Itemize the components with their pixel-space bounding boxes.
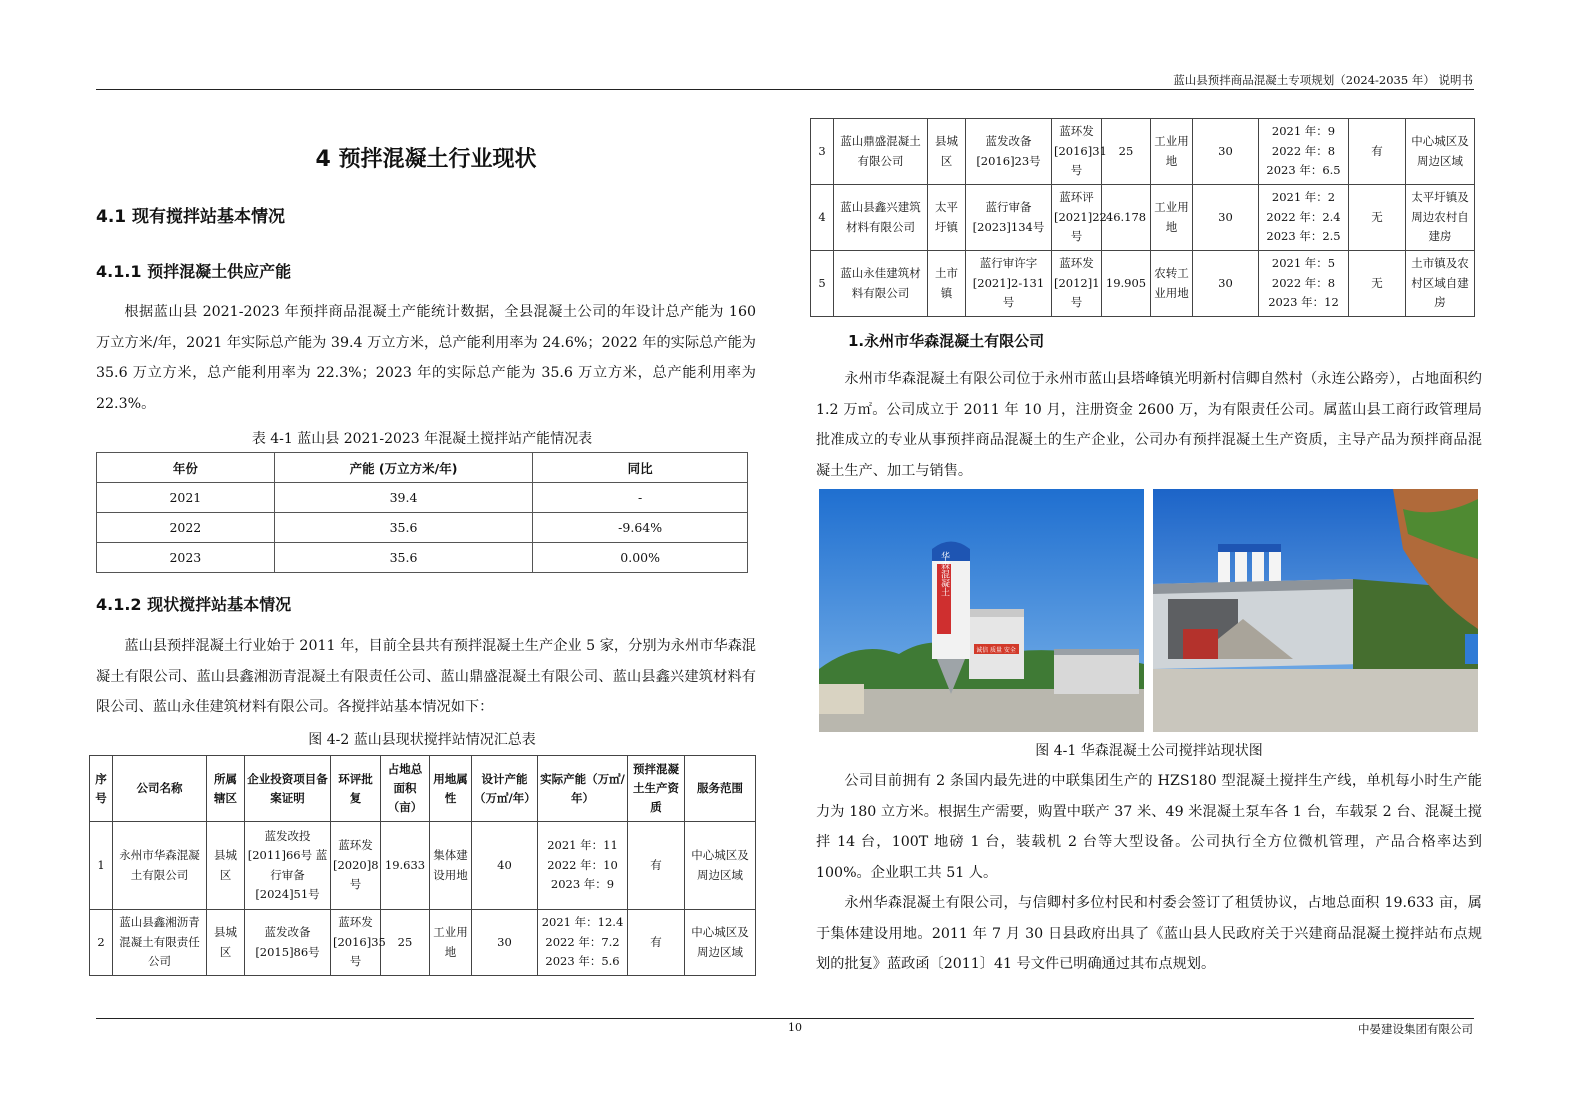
footer-rule [96,1018,1474,1019]
stations-paragraph: 蓝山县预拌混凝土行业始于 2011 年，目前全县共有预拌混凝土生产企业 5 家，分别为永州市华森混凝土有限公司、蓝山县鑫湘沥青混凝土有限责任公司、蓝山鼎盛混凝土有限公司、蓝山县鑫兴建筑材料有限公司、蓝山永佳建筑材料有限公司。各搅拌站基本情况如下： [96,638,756,715]
table-header-cell: 公司名称 [113,756,207,822]
table-cell: 35.6 [274,543,533,573]
table-cell: 39.4 [274,483,533,513]
table-header-cell: 环评批复 [331,756,381,822]
table-cell: 县城区 [207,910,245,976]
table-cell: 县城区 [928,119,966,185]
table-cell: 2022 [97,513,275,543]
table-cell: 中心城区及周边区域 [685,910,756,976]
table-row [811,119,1475,185]
table-cell: 县城区 [207,822,245,910]
equipment-paragraph: 公司目前拥有 2 条国内最先进的中联集团生产的 HZS180 型混凝土搅拌生产线，单机每小时生产能力为 180 立方米。根据生产需要，购置中联产 37 米、49 米混凝土泵车各 1 台，车载泵 2 台、混凝土搅拌 14 台，100T 地磅 1 台，装载机 2 台等大型设备。公司执行全方位微机管理，产品合格率达到 100%。企业职工共 51 人。 [816,773,1482,881]
table-cell: 无 [1349,185,1406,251]
table-cell: 蓝行审许字[2021]2-131号 [966,251,1052,317]
stations-table-part1 [89,755,756,976]
table1-caption: 表 4-1 蓝山县 2021-2023 年混凝土搅拌站产能情况表 [251,431,593,447]
table-cell: 2021 [97,483,275,513]
table-cell: 农转工业用地 [1151,251,1193,317]
table-cell: 土市镇及农村区域自建房 [1406,251,1475,317]
table-cell: 30 [1193,251,1259,317]
table-cell: 3 [811,119,834,185]
table-cell: 蓝环评[2021]22号 [1052,185,1102,251]
table-cell: 蓝环发[2012]1号 [1052,251,1102,317]
table-header-row [97,453,748,483]
table-cell: 蓝环发[2016]31号 [1052,119,1102,185]
table-header-row [90,756,756,822]
table-cell: 蓝山县鑫兴建筑材料有限公司 [834,185,928,251]
capacity-paragraph: 根据蓝山县 2021-2023 年预拌商品混凝土产能统计数据，全县混凝土公司的年设计总产能为 160 万立方米/年，2021 年实际总产能为 39.4 万立方米，总产能利用率为 24.6%；2022 年的实际总产能为 35.6 万立方米，总产能利用率为 22.3%；2023 年的实际总产能为 35.6 万立方米，总产能利用率为 22.3%。 [96,304,756,412]
table-cell: 25 [381,910,430,976]
table-cell: 2 [90,910,113,976]
chapter-title: 4 预拌混凝土行业现状 [315,147,537,172]
table-cell: 蓝发改备[2016]23号 [966,119,1052,185]
plant-banner-text: 诚信 质量 安全 [976,647,1016,654]
table-header-cell: 设计产能（万㎥/年） [472,756,538,822]
figure-caption: 图 4-1 华森混凝土公司搅拌站现状图 [1035,743,1263,759]
table-cell: 中心城区及周边区域 [685,822,756,910]
table-cell: 蓝山鼎盛混凝土有限公司 [834,119,928,185]
table-row [97,543,748,573]
table-cell: 蓝环发[2020]8号 [331,822,381,910]
table-header-cell: 用地属性 [430,756,472,822]
table-cell: - [533,483,748,513]
table-cell: 46.178 [1102,185,1151,251]
table-row [97,483,748,513]
table-header-cell: 预拌混凝土生产资质 [628,756,685,822]
plant-photo-2-image [1153,489,1478,732]
company1-paragraph: 永州市华森混凝土有限公司位于永州市蓝山县塔峰镇光明新村信卿自然村（永连公路旁），占地面积约 1.2 万㎡。公司成立于 2011 年 10 月，注册资金 2600 万，为有限责任公司。属蓝山县工商行政管理局批准成立的专业从事预拌商品混凝土的生产企业，公司办有预拌混凝土生产资质，主导产品为预拌商品混凝土生产、加工与销售。 [816,371,1482,479]
table-cell: 1 [90,822,113,910]
table-cell: 35.6 [274,513,533,543]
table-cell: 工业用地 [430,910,472,976]
table-cell: 5 [811,251,834,317]
table-header-cell: 年份 [97,453,275,483]
table-cell: 2021 年：12.4 2022 年：7.2 2023 年：5.6 [538,910,628,976]
table-header-cell: 服务范围 [685,756,756,822]
table-header-cell: 产能 (万立方米/年) [274,453,533,483]
table-header-cell: 序号 [90,756,113,822]
section-4-1-2-heading: 4.1.2 现状搅拌站基本情况 [96,595,292,614]
table-header-cell: 实际产能（万㎥/年） [538,756,628,822]
table-cell: 30 [1193,185,1259,251]
table-cell: 30 [1193,119,1259,185]
table-cell: 40 [472,822,538,910]
table-cell: 蓝发改备[2015]86号 [245,910,331,976]
table-header-cell: 同比 [533,453,748,483]
table-cell: 2021 年：5 2022 年：8 2023 年：12 [1259,251,1349,317]
table-header-cell: 企业投资项目备案证明 [245,756,331,822]
table-cell: 2021 年：11 2022 年：10 2023 年：9 [538,822,628,910]
stations-table-part2 [810,118,1475,317]
table-row [97,513,748,543]
table-cell: 蓝发改投[2011]66号 蓝行审备[2024]51号 [245,822,331,910]
table-cell: 工业用地 [1151,185,1193,251]
table2-caption: 图 4-2 蓝山县现状搅拌站情况汇总表 [308,732,536,748]
table-cell: 4 [811,185,834,251]
table-cell: 集体建设用地 [430,822,472,910]
table-row [811,185,1475,251]
table-cell: 永州市华森混凝土有限公司 [113,822,207,910]
table-cell: 19.905 [1102,251,1151,317]
table-row [90,822,756,910]
table-cell: 中心城区及周边区域 [1406,119,1475,185]
table-cell: 有 [1349,119,1406,185]
table-cell: 2023 [97,543,275,573]
plant-photo-1 [819,489,1144,732]
table-cell: 太平圩镇 [928,185,966,251]
table-cell: 太平圩镇及周边农村自建房 [1406,185,1475,251]
company1-heading: 1.永州市华森混凝土有限公司 [848,332,1045,350]
header-rule [96,89,1474,90]
table-cell: 蓝山县鑫湘沥青混凝土有限责任公司 [113,910,207,976]
table-cell: 工业用地 [1151,119,1193,185]
table-cell: 蓝山永佳建筑材料有限公司 [834,251,928,317]
section-4-1-heading: 4.1 现有搅拌站基本情况 [96,207,286,227]
table-cell: 2021 年：9 2022 年：8 2023 年：6.5 [1259,119,1349,185]
table-header-cell: 占地总面积（亩） [381,756,430,822]
table-cell: 有 [628,910,685,976]
table-cell: -9.64% [533,513,748,543]
capacity-table [96,452,748,573]
running-header: 蓝山县预拌商品混凝土专项规划（2024-2035 年） 说明书 [1173,73,1473,87]
table-cell: 蓝环发[2016]35号 [331,910,381,976]
table-cell: 0.00% [533,543,748,573]
plant-photo-2 [1153,489,1478,732]
table-row [811,251,1475,317]
table-header-cell: 所属辖区 [207,756,245,822]
plant-photo-1-image [819,489,1144,732]
section-4-1-1-heading: 4.1.1 预拌混凝土供应产能 [96,262,292,281]
table-cell: 无 [1349,251,1406,317]
table-cell: 25 [1102,119,1151,185]
table-cell: 2021 年：2 2022 年：2.4 2023 年：2.5 [1259,185,1349,251]
footer-company: 中晏建设集团有限公司 [1358,1022,1473,1036]
plant-sign-text: 华森混凝土 [939,551,949,597]
table-cell: 30 [472,910,538,976]
table-cell: 蓝行审备[2023]134号 [966,185,1052,251]
table-cell: 土市镇 [928,251,966,317]
land-paragraph: 永州华森混凝土有限公司，与信卿村多位村民和村委会签订了租赁协议，占地总面积 19.633 亩，属于集体建设用地。2011 年 7 月 30 日县政府出具了《蓝山县人民政府关于兴建商品混凝土搅拌站布点规划的批复》蓝政函〔2011〕41 号文件已明确通过其布点规划。 [816,895,1482,972]
page-number: 10 [788,1021,802,1034]
table-row [90,910,756,976]
table-cell: 19.633 [381,822,430,910]
table-cell: 有 [628,822,685,910]
